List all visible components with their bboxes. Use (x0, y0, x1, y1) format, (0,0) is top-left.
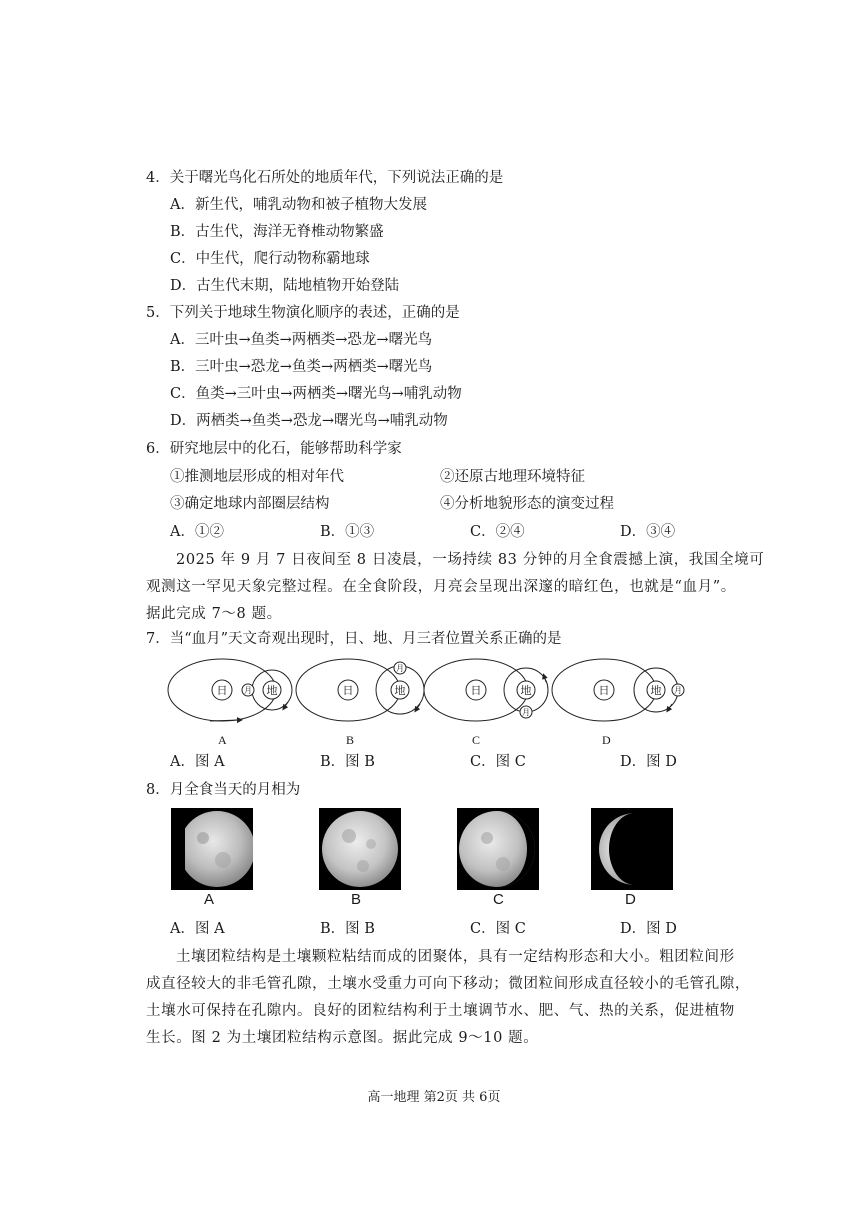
moon-phase-d-image (591, 808, 673, 890)
q5-option-d: D．两栖类→鱼类→恐龙→曙光鸟→哺乳动物 (170, 413, 448, 429)
moon-phase-c-image (457, 808, 539, 890)
q7-stem: 7．当“血月”天文奇观出现时，日、地、月三者位置关系正确的是 (146, 631, 562, 647)
passage1-line-3: 据此完成 7～8 题。 (146, 606, 282, 622)
q5-option-c: C．鱼类→三叶虫→两栖类→曙光鸟→哺乳动物 (170, 386, 462, 402)
q8-fig-label-c: C (493, 891, 504, 908)
moon-label: 月 (674, 686, 682, 695)
orbit-figure-a (168, 659, 292, 721)
q7-fig-label-b: B (346, 733, 355, 747)
sun-label: 日 (598, 684, 610, 697)
q7-choice-d: D．图 D (620, 754, 677, 770)
earth-label: 地 (520, 684, 532, 697)
orbit-figure-d (552, 659, 684, 721)
q7-orbit-diagram (160, 652, 700, 732)
passage2-line-4: 生长。图 2 为土壤团粒结构示意图。据此完成 9～10 题。 (146, 1030, 539, 1046)
q8-choice-c: C．图 C (470, 921, 526, 937)
moon-label: 月 (396, 664, 404, 673)
orbit-figure-c (424, 659, 548, 721)
q7-fig-label-c: C (472, 733, 481, 747)
q8-choice-a: A．图 A (170, 921, 225, 937)
passage2-line-2: 成直径较大的非毛管孔隙，土壤水受重力可向下移动；微团粒间形成直径较小的毛管孔隙， (146, 976, 750, 992)
earth-label: 地 (650, 684, 662, 697)
q6-item-3: ③确定地球内部圈层结构 (170, 496, 330, 512)
q7-choice-c: C．图 C (470, 754, 526, 770)
q4-option-a: A．新生代，哺乳动物和被子植物大发展 (170, 197, 427, 213)
q6-choice-d: D．③④ (620, 524, 676, 540)
q5-option-b: B．三叶虫→恐龙→鱼类→两栖类→曙光鸟 (170, 359, 433, 375)
q7-choice-b: B．图 B (320, 754, 375, 770)
page-footer: 高一地理 第2页 共 6页 (367, 1090, 501, 1105)
moon-phase-b-image (319, 808, 401, 890)
q6-stem: 6．研究地层中的化石，能够帮助科学家 (146, 441, 402, 457)
q6-item-2: ②还原古地理环境特征 (440, 469, 585, 485)
passage2-line-1: 土壤团粒结构是土壤颗粒粘结而成的团聚体，具有一定结构形态和大小。粗团粒间形 (176, 949, 735, 965)
q5-stem: 5．下列关于地球生物演化顺序的表述，正确的是 (146, 305, 460, 321)
moon-label: 月 (522, 708, 530, 717)
moon-phase-a-image (171, 808, 253, 890)
passage1-line-1: 2025 年 9 月 7 日夜间至 8 日凌晨，一场持续 83 分钟的月全食震撼上演，我国全境可 (176, 552, 765, 568)
sun-label: 日 (216, 684, 228, 697)
q8-stem: 8．月全食当天的月相为 (146, 782, 301, 798)
q8-choice-b: B．图 B (320, 921, 375, 937)
q6-item-1: ①推测地层形成的相对年代 (170, 469, 344, 485)
q4-option-b: B．古生代，海洋无脊椎动物繁盛 (170, 224, 384, 240)
q6-choice-a: A．①② (170, 524, 224, 540)
q4-stem: 4．关于曙光鸟化石所处的地质年代，下列说法正确的是 (146, 170, 504, 186)
q8-fig-label-b: B (351, 891, 362, 908)
q6-item-4: ④分析地貌形态的演变过程 (440, 496, 614, 512)
q7-fig-label-a: A (218, 733, 227, 747)
sun-label: 日 (342, 684, 354, 697)
q7-choice-a: A．图 A (170, 754, 225, 770)
q6-choice-c: C．②④ (470, 524, 525, 540)
moon-label: 月 (244, 686, 252, 695)
q4-option-c: C．中生代，爬行动物称霸地球 (170, 251, 370, 267)
q8-choice-d: D．图 D (620, 921, 677, 937)
q7-fig-label-d: D (602, 733, 611, 747)
earth-label: 地 (394, 684, 406, 697)
q8-fig-label-d: D (625, 891, 636, 908)
q4-option-d: D．古生代末期，陆地植物开始登陆 (170, 278, 400, 294)
earth-label: 地 (266, 684, 278, 697)
passage1-line-2: 观测这一罕见天象完整过程。在全食阶段，月亮会呈现出深邃的暗红色，也就是“血月”。 (146, 579, 736, 595)
q6-choice-b: B．①③ (320, 524, 375, 540)
q5-option-a: A．三叶虫→鱼类→两栖类→恐龙→曙光鸟 (170, 332, 433, 348)
passage2-line-3: 土壤水可保持在孔隙内。良好的团粒结构利于土壤调节水、肥、气、热的关系，促进植物 (146, 1003, 735, 1019)
sun-label: 日 (470, 684, 482, 697)
q8-fig-label-a: A (204, 891, 215, 908)
orbit-figure-b (296, 659, 424, 721)
